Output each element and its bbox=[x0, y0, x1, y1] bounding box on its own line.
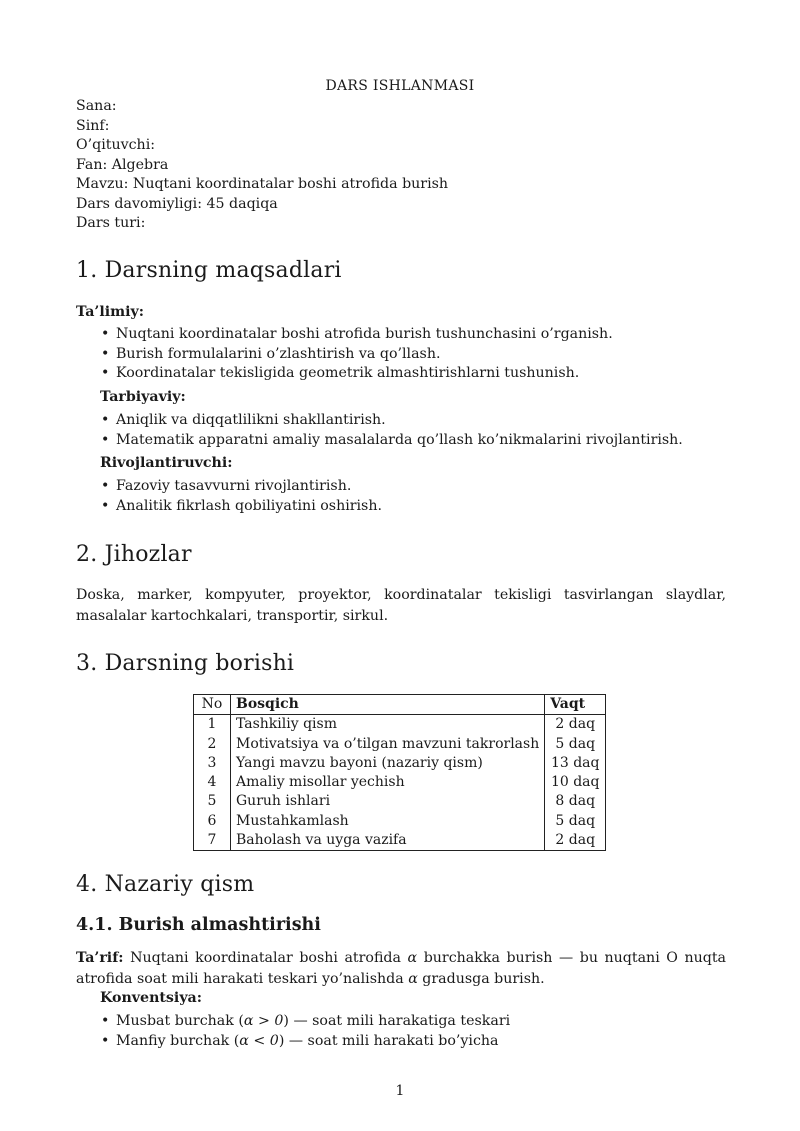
list-item: • Koordinatalar tekisligida geometrik almashtirishlarni tushunish. bbox=[100, 364, 613, 384]
table-row bbox=[194, 773, 606, 792]
column-header-time: Vaqt bbox=[550, 696, 586, 712]
alpha-symbol: α bbox=[407, 950, 418, 966]
math-expression: α < 0 bbox=[239, 1032, 279, 1049]
lesson-plan-table bbox=[193, 694, 606, 851]
row-number: 4 bbox=[194, 773, 231, 792]
row-time: 2 daq bbox=[555, 716, 596, 733]
table-row bbox=[194, 715, 606, 735]
row-time: 5 daq bbox=[555, 735, 596, 752]
list-item bbox=[100, 1032, 510, 1052]
row-stage: Tashkiliy qism bbox=[231, 715, 545, 735]
meta-duration: Dars davomiyligi: 45 daqiqa bbox=[76, 195, 278, 212]
talimiy-list bbox=[100, 325, 613, 384]
item-text: Manfiy burchak ( bbox=[116, 1032, 240, 1049]
list-item: • Analitik fikrlash qobiliyatini oshirish. bbox=[100, 497, 382, 517]
row-number: 5 bbox=[194, 792, 231, 811]
meta-date: Sana: bbox=[76, 98, 117, 114]
table-header-row bbox=[194, 695, 606, 715]
document-title: DARS ISHLANMASI bbox=[325, 78, 475, 94]
subsection-4-1-heading: 4.1. Burish almashtirishi bbox=[76, 915, 321, 935]
talimiy-label: Ta’limiy: bbox=[76, 304, 144, 320]
item-text: ) — soat mili harakatiga teskari bbox=[283, 1013, 511, 1029]
row-number: 6 bbox=[194, 812, 231, 831]
row-stage: Motivatsiya va o’tilgan mavzuni takrorlash bbox=[231, 735, 545, 754]
table-row bbox=[194, 735, 606, 754]
meta-class: Sinf: bbox=[76, 117, 110, 134]
list-item: • Aniqlik va diqqatlilikni shakllantirish. bbox=[100, 411, 683, 431]
tarbiyaviy-label: Tarbiyaviy: bbox=[100, 389, 186, 405]
definition-label: Ta’rif: bbox=[76, 950, 124, 966]
section-2-heading: 2. Jihozlar bbox=[76, 542, 192, 567]
table-row bbox=[194, 754, 606, 773]
page-number: 1 bbox=[395, 1083, 405, 1099]
table-row bbox=[194, 831, 606, 851]
definition-paragraph bbox=[76, 948, 726, 989]
meta-subject: Fan: Algebra bbox=[76, 156, 169, 173]
lesson-meta bbox=[76, 97, 448, 234]
row-number: 3 bbox=[194, 754, 231, 773]
row-number: 1 bbox=[194, 715, 231, 735]
list-item: • Fazoviy tasavvurni rivojlantirish. bbox=[100, 477, 382, 497]
meta-topic: Mavzu: Nuqtani koordinatalar boshi atrofida burish bbox=[76, 176, 449, 192]
column-header-no: No bbox=[194, 695, 231, 715]
row-time: 13 daq bbox=[550, 754, 600, 771]
rivojlantiruvchi-list bbox=[100, 477, 382, 516]
row-stage: Mustahkamlash bbox=[231, 812, 545, 831]
row-number: 2 bbox=[194, 735, 231, 754]
table-row bbox=[194, 812, 606, 831]
column-header-stage: Bosqich bbox=[231, 695, 545, 715]
row-stage: Yangi mavzu bayoni (nazariy qism) bbox=[231, 754, 545, 773]
row-time: 5 daq bbox=[555, 812, 596, 829]
definition-text-3: gradusga burish. bbox=[417, 970, 545, 987]
convention-label: Konventsiya: bbox=[100, 990, 202, 1006]
section-4-heading: 4. Nazariy qism bbox=[76, 872, 255, 897]
list-item: • Burish formulalarini o’zlashtirish va qo’llash. bbox=[100, 345, 613, 365]
section-1-heading: 1. Darsning maqsadlari bbox=[76, 258, 342, 283]
definition-text-1: Nuqtani koordinatalar boshi atrofida bbox=[123, 950, 408, 966]
definition-text-2: burchakka burish — bu nuqtani O nuqta atrofida soat mili harakati teskari yo’nalishda bbox=[76, 950, 727, 987]
row-stage: Amaliy misollar yechish bbox=[231, 773, 545, 792]
row-stage: Guruh ishlari bbox=[231, 792, 545, 811]
table-row bbox=[194, 792, 606, 811]
item-text: Musbat burchak ( bbox=[116, 1013, 244, 1029]
item-text: ) — soat mili harakati bo’yicha bbox=[278, 1032, 499, 1049]
row-time: 2 daq bbox=[555, 832, 596, 849]
list-item: • Nuqtani koordinatalar boshi atrofida burish tushunchasini o’rganish. bbox=[100, 325, 613, 345]
row-time: 8 daq bbox=[555, 793, 596, 810]
rivojlantiruvchi-label: Rivojlantiruvchi: bbox=[100, 455, 233, 471]
equipment-paragraph: Doska, marker, kompyuter, proyektor, koordinatalar tekisligi tasvirlangan slaydlar, masalalar kartochkalari, transportir, sirkul. bbox=[76, 587, 726, 624]
row-stage: Baholash va uyga vazifa bbox=[231, 831, 545, 851]
meta-teacher: O’qituvchi: bbox=[76, 137, 156, 153]
math-expression: α > 0 bbox=[243, 1013, 284, 1029]
row-number: 7 bbox=[194, 831, 231, 851]
convention-list bbox=[100, 1012, 510, 1051]
list-item: • Matematik apparatni amaliy masalalarda qo’llash ko’nikmalarini rivojlantirish. bbox=[100, 431, 683, 451]
section-3-heading: 3. Darsning borishi bbox=[76, 651, 295, 676]
tarbiyaviy-list bbox=[100, 411, 683, 450]
row-time: 10 daq bbox=[550, 774, 600, 791]
list-item bbox=[100, 1012, 510, 1032]
alpha-symbol: α bbox=[408, 970, 418, 987]
meta-lesson-type: Dars turi: bbox=[76, 215, 146, 231]
